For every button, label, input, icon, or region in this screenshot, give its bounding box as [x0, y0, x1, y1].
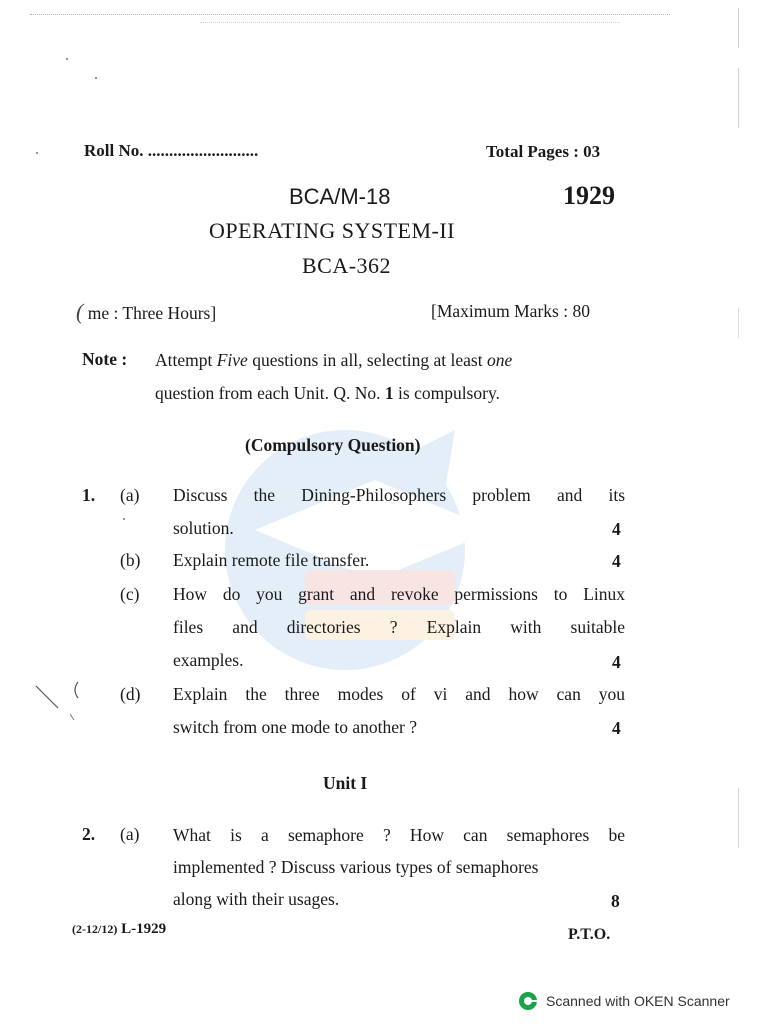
marks: 4: [612, 519, 621, 539]
scan-noise-top-2: [200, 22, 620, 24]
part-label: (a): [120, 485, 140, 505]
part-label: (a): [120, 824, 140, 844]
question-text: How do you grant and revoke permissions to Linux: [173, 584, 625, 604]
note-text: question from each Unit. Q. No.: [155, 383, 385, 403]
subject-title: OPERATING SYSTEM-II: [209, 218, 455, 243]
question-number: 2.: [82, 824, 96, 844]
scan-speck: [123, 518, 125, 520]
unit-heading: Unit I: [323, 773, 368, 793]
note-text: Attempt: [155, 350, 217, 370]
marks: 4: [612, 718, 621, 738]
scan-speck: [95, 77, 97, 79]
question-text: examples.: [173, 650, 244, 670]
note-text: questions in all, selecting at least: [247, 350, 487, 370]
roll-number-field: Roll No. ..........................: [84, 141, 259, 160]
question-text: Explain remote file transfer.: [173, 550, 370, 570]
scan-speck: [36, 152, 38, 154]
question-text: Explain the three modes of vi and how can you: [173, 684, 625, 704]
question-text: What is a semaphore ? How can semaphores be: [173, 825, 625, 845]
question-text: along with their usages.: [173, 889, 340, 909]
question-number: 1.: [82, 485, 96, 505]
scan-scribble: [34, 680, 94, 722]
time-allowed-text: me : Three Hours]: [87, 303, 217, 323]
footer-code: [72, 921, 166, 938]
part-label: (c): [120, 584, 140, 604]
question-text: solution.: [173, 518, 234, 538]
note-emphasis: one: [486, 350, 513, 370]
marks: 8: [611, 891, 620, 911]
note-emphasis: 1: [384, 383, 394, 403]
total-pages: Total Pages : 03: [486, 142, 601, 161]
note-text: is compulsory.: [393, 383, 500, 403]
part-label: (d): [120, 684, 141, 704]
maximum-marks: [Maximum Marks : 80: [431, 301, 590, 321]
scan-mark: (: [76, 299, 84, 324]
scan-edge-line: [738, 8, 739, 938]
marks: 4: [612, 652, 621, 672]
question-text: Discuss the Dining-Philosophers problem and its: [173, 485, 625, 505]
paper-code: BCA/M-18: [289, 184, 391, 209]
footer-code-number: L-1929: [117, 921, 167, 937]
scan-speck: [66, 58, 68, 60]
course-code: BCA-362: [302, 253, 392, 278]
scanner-logo-icon: [518, 991, 538, 1011]
please-turn-over: P.T.O.: [568, 926, 611, 943]
time-allowed: [76, 299, 216, 325]
part-label: (b): [120, 550, 141, 570]
compulsory-heading: (Compulsory Question): [245, 435, 421, 455]
scan-noise-top: [30, 14, 670, 16]
note-line-2: [155, 383, 500, 404]
paper-number: 1929: [563, 181, 615, 210]
question-text: implemented ? Discuss various types of semaphores: [173, 857, 539, 877]
question-text: files and directories ? Explain with suitable: [173, 617, 625, 637]
scanner-watermark: [518, 991, 730, 1011]
question-text: switch from one mode to another ?: [173, 717, 417, 737]
scanner-text: Scanned with OKEN Scanner: [546, 993, 730, 1009]
note-label: Note :: [82, 349, 128, 369]
footer-code-prefix: (2-12/12): [72, 922, 118, 936]
marks: 4: [612, 551, 621, 571]
note-emphasis: Five: [216, 350, 248, 370]
note-line-1: [155, 350, 512, 371]
